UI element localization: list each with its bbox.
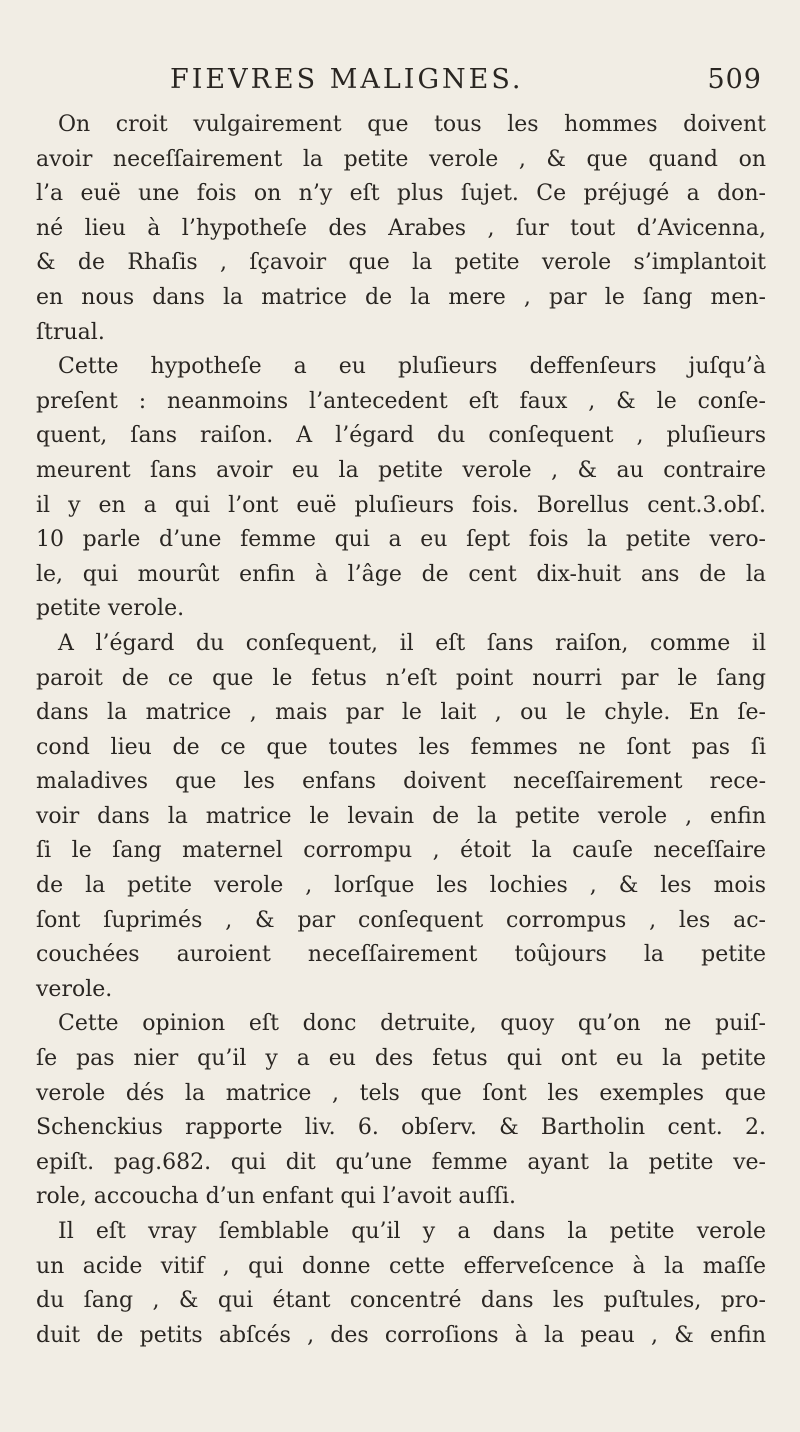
text-line: Schenckius rapporte liv. 6. obſerv. & Bartholin cent. 2.	[36, 1115, 766, 1141]
text-line: dans la matrice , mais par le lait , ou le chyle. En ſe-	[36, 700, 766, 726]
header-title: FIEVRES MALIGNES.	[170, 64, 524, 95]
text-line: il y en a qui l’ont euë pluſieurs fois. Borellus cent.3.obſ.	[36, 492, 766, 518]
text-line: Cette hypotheſe a eu pluſieurs deffenſeurs juſqu’à	[58, 354, 766, 380]
text-line: petite verole.	[36, 596, 185, 622]
text-line: le, qui mourût enfin à l’âge de cent dix-huit ans de la	[36, 561, 766, 587]
text-line: ſont ſuprimés , & par conſequent corrompus , les ac-	[36, 907, 766, 933]
text-line: ſtrual.	[36, 319, 105, 345]
text-line: quent, ſans raiſon. A l’égard du conſequent , pluſieurs	[36, 423, 766, 449]
text-line: meurent ſans avoir eu la petite verole , & au contraire	[36, 457, 766, 483]
text-line: avoir neceſſairement la petite verole , & que quand on	[36, 146, 766, 172]
text-line: On croit vulgairement que tous les hommes doivent	[58, 112, 766, 137]
text-line: paroit de ce que le fetus n’eſt point nourri par le ſang	[36, 665, 766, 691]
text-line: Cette opinion eſt donc detruite, quoy qu’on ne puiſ-	[58, 1011, 766, 1037]
text-line: verole dés la matrice , tels que ſont les exemples que	[36, 1080, 766, 1106]
text-line: couchées auroient neceſſairement toûjours la petite	[36, 942, 766, 968]
text-line: de la petite verole , lorſque les lochies , & les mois	[36, 873, 766, 899]
text-line: un acide vitif , qui donne cette efferveſcence à la maſſe	[36, 1253, 766, 1279]
text-line: en nous dans la matrice de la mere , par le ſang men-	[36, 284, 766, 310]
page-body	[36, 108, 766, 1353]
text-line: du ſang , & qui étant concentré dans les puſtules, pro-	[36, 1288, 766, 1314]
text-line: né lieu à l’hypotheſe des Arabes , ſur tout d’Avicenna,	[36, 215, 766, 241]
text-line: 10 parle d’une femme qui a eu ſept fois la petite vero-	[36, 527, 766, 553]
text-line: role, accoucha d’un enfant qui l’avoit auſſi.	[36, 1184, 517, 1210]
page-number: 509	[707, 64, 762, 95]
text-line: duit de petits abſcés , des corroſions à la peau , & enfin	[36, 1322, 766, 1348]
text-line: l’a euë une fois on n’y eſt plus ſujet. Ce préjugé a don-	[36, 181, 766, 207]
text-line: & de Rhaſis , ſçavoir que la petite verole s’implantoit	[36, 250, 766, 276]
text-line: voir dans la matrice le levain de la petite verole , enfin	[36, 803, 766, 829]
text-line: ſi le ſang maternel corrompu , étoit la cauſe neceſſaire	[36, 838, 766, 864]
text-line: ſe pas nier qu’il y a eu des fetus qui ont eu la petite	[36, 1046, 766, 1072]
text-line: epiſt. pag.682. qui dit qu’une femme ayant la petite ve-	[36, 1149, 766, 1175]
text-line: A l’égard du conſequent, il eſt ſans raiſon, comme il	[58, 630, 766, 656]
text-line: maladives que les enfans doivent neceſſairement rece-	[36, 769, 766, 795]
text-line: Il eſt vray ſemblable qu’il y a dans la petite verole	[58, 1219, 766, 1244]
text-line: cond lieu de ce que toutes les femmes ne ſont pas ſi	[36, 734, 766, 760]
running-header	[170, 64, 770, 104]
text-line: verole.	[36, 976, 113, 1002]
text-line: preſent : neanmoins l’antecedent eſt faux , & le conſe-	[36, 388, 766, 414]
